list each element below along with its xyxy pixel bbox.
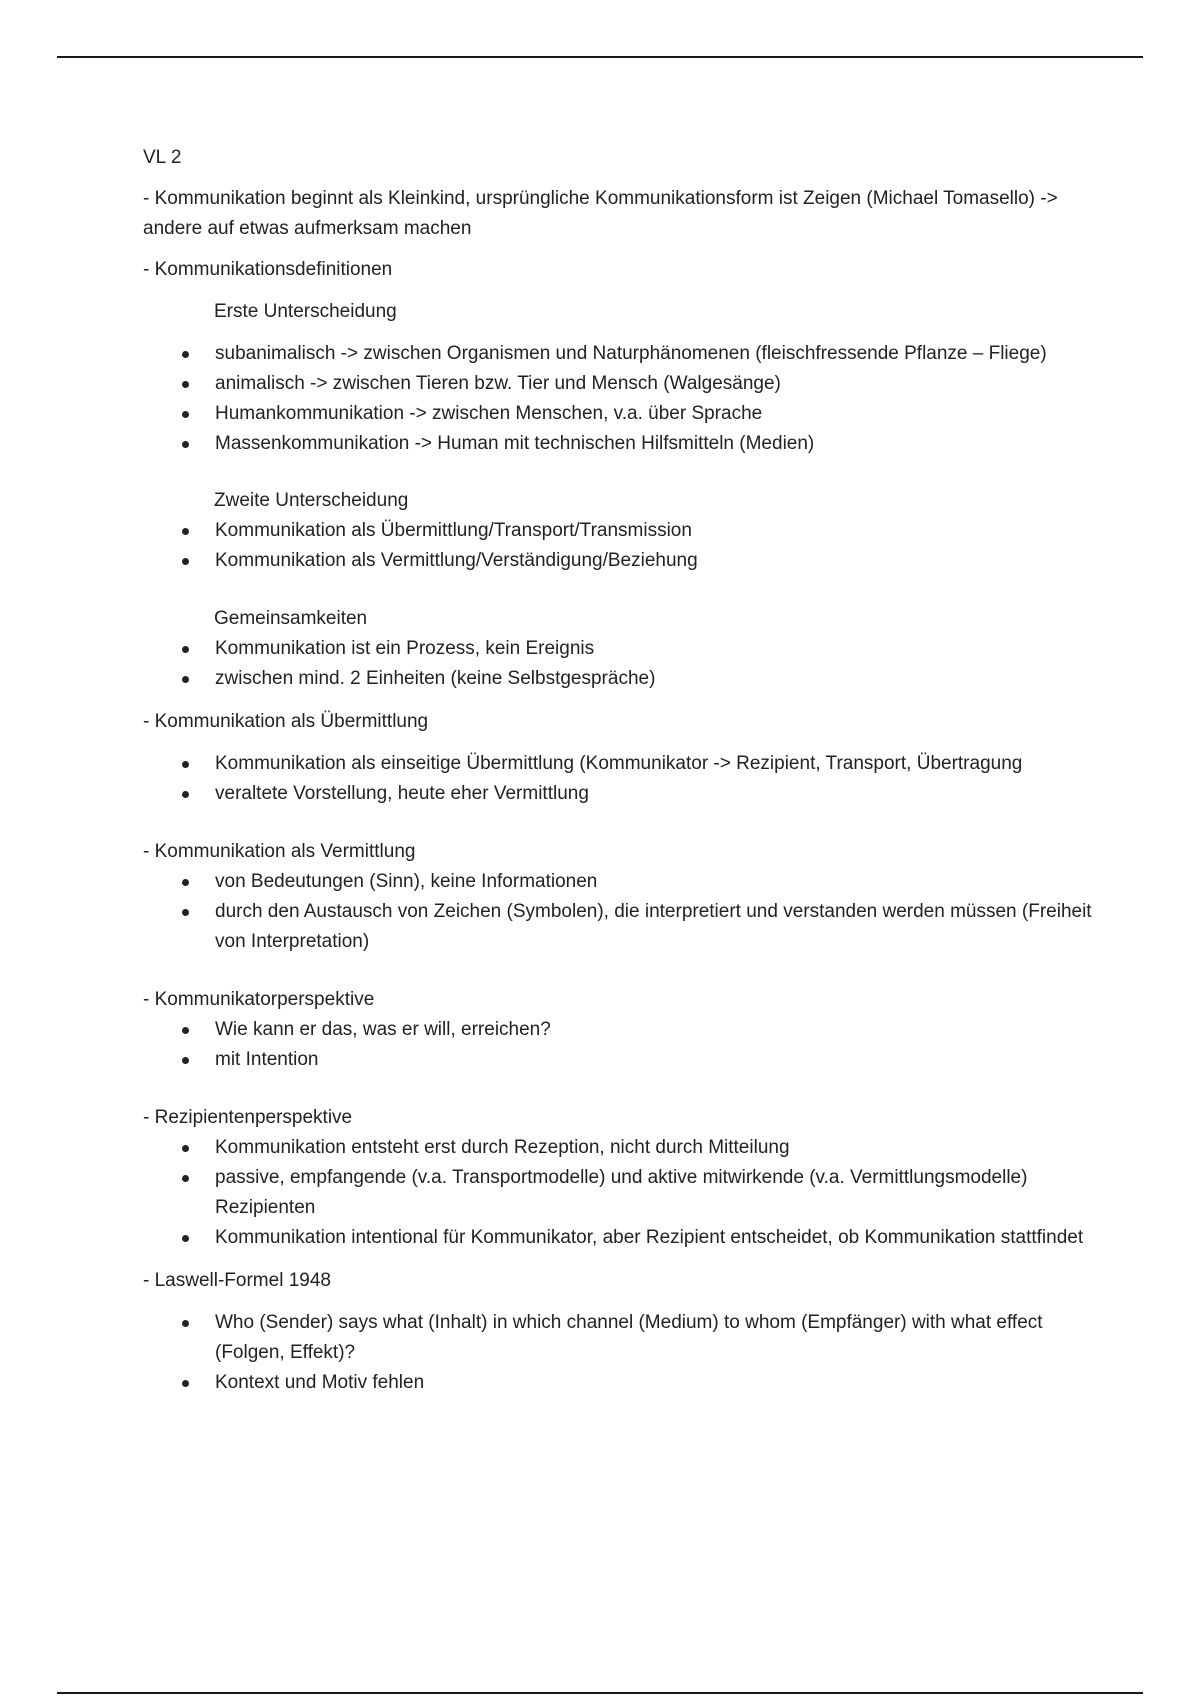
laswell-heading: - Laswell-Formel 1948 <box>143 1270 331 1291</box>
list-item: passive, empfangende (v.a. Transportmodelle) und aktive mitwirkende (v.a. Vermittlungsmodelle) Rezipienten <box>143 1163 1093 1223</box>
communicator-list <box>143 1015 1093 1075</box>
list-item: Massenkommunikation -> Human mit technischen Hilfsmitteln (Medien) <box>143 429 1093 459</box>
intro-paragraph: - Kommunikation beginnt als Kleinkind, ursprüngliche Kommunikationsform ist Zeigen (Michael Tomasello) -> andere auf etwas aufmerksam machen <box>143 188 1058 239</box>
mediation-heading: - Kommunikation als Vermittlung <box>143 841 416 862</box>
document-body <box>143 143 1093 1398</box>
transmission-list <box>143 749 1093 809</box>
list-item: Kontext und Motiv fehlen <box>143 1368 1093 1398</box>
mediation-list <box>143 867 1093 957</box>
list-item: Kommunikation ist ein Prozess, kein Ereignis <box>143 634 1093 664</box>
list-item: Wie kann er das, was er will, erreichen? <box>143 1015 1093 1045</box>
first-distinction-list <box>143 339 1093 459</box>
list-item: Humankommunikation -> zwischen Menschen, v.a. über Sprache <box>143 399 1093 429</box>
list-item: Kommunikation als einseitige Übermittlung (Kommunikator -> Rezipient, Transport, Übertragung <box>143 749 1093 779</box>
list-item: Kommunikation entsteht erst durch Rezeption, nicht durch Mitteilung <box>143 1133 1093 1163</box>
commonalities-list <box>143 634 1093 694</box>
list-item: Kommunikation intentional für Kommunikator, aber Rezipient entscheidet, ob Kommunikation stattfindet <box>143 1223 1093 1253</box>
list-item: animalisch -> zwischen Tieren bzw. Tier und Mensch (Walgesänge) <box>143 369 1093 399</box>
list-item: Kommunikation als Übermittlung/Transport/Transmission <box>143 516 1093 546</box>
recipient-heading: - Rezipientenperspektive <box>143 1107 353 1128</box>
laswell-list <box>143 1308 1093 1398</box>
list-item: Who (Sender) says what (Inhalt) in which channel (Medium) to whom (Empfänger) with what effect (Folgen, Effekt)? <box>143 1308 1093 1368</box>
list-item: von Bedeutungen (Sinn), keine Informationen <box>143 867 1093 897</box>
transmission-heading: - Kommunikation als Übermittlung <box>143 711 429 732</box>
definitions-heading: - Kommunikationsdefinitionen <box>143 259 393 280</box>
second-distinction-heading: Zweite Unterscheidung <box>214 490 409 511</box>
top-rule <box>57 56 1143 58</box>
list-item: mit Intention <box>143 1045 1093 1075</box>
commonalities-heading: Gemeinsamkeiten <box>214 608 368 629</box>
list-item: Kommunikation als Vermittlung/Verständigung/Beziehung <box>143 546 1093 576</box>
list-item: zwischen mind. 2 Einheiten (keine Selbstgespräche) <box>143 664 1093 694</box>
communicator-heading: - Kommunikatorperspektive <box>143 989 375 1010</box>
page-title: VL 2 <box>143 147 182 168</box>
bottom-rule <box>57 1692 1143 1694</box>
recipient-list <box>143 1133 1093 1253</box>
first-distinction-heading: Erste Unterscheidung <box>214 301 397 322</box>
second-distinction-list <box>143 516 1093 576</box>
list-item: subanimalisch -> zwischen Organismen und Naturphänomenen (fleischfressende Pflanze – Fliege) <box>143 339 1093 369</box>
list-item: veraltete Vorstellung, heute eher Vermittlung <box>143 779 1093 809</box>
list-item: durch den Austausch von Zeichen (Symbolen), die interpretiert und verstanden werden müssen (Freiheit von Interpretation) <box>143 897 1093 957</box>
